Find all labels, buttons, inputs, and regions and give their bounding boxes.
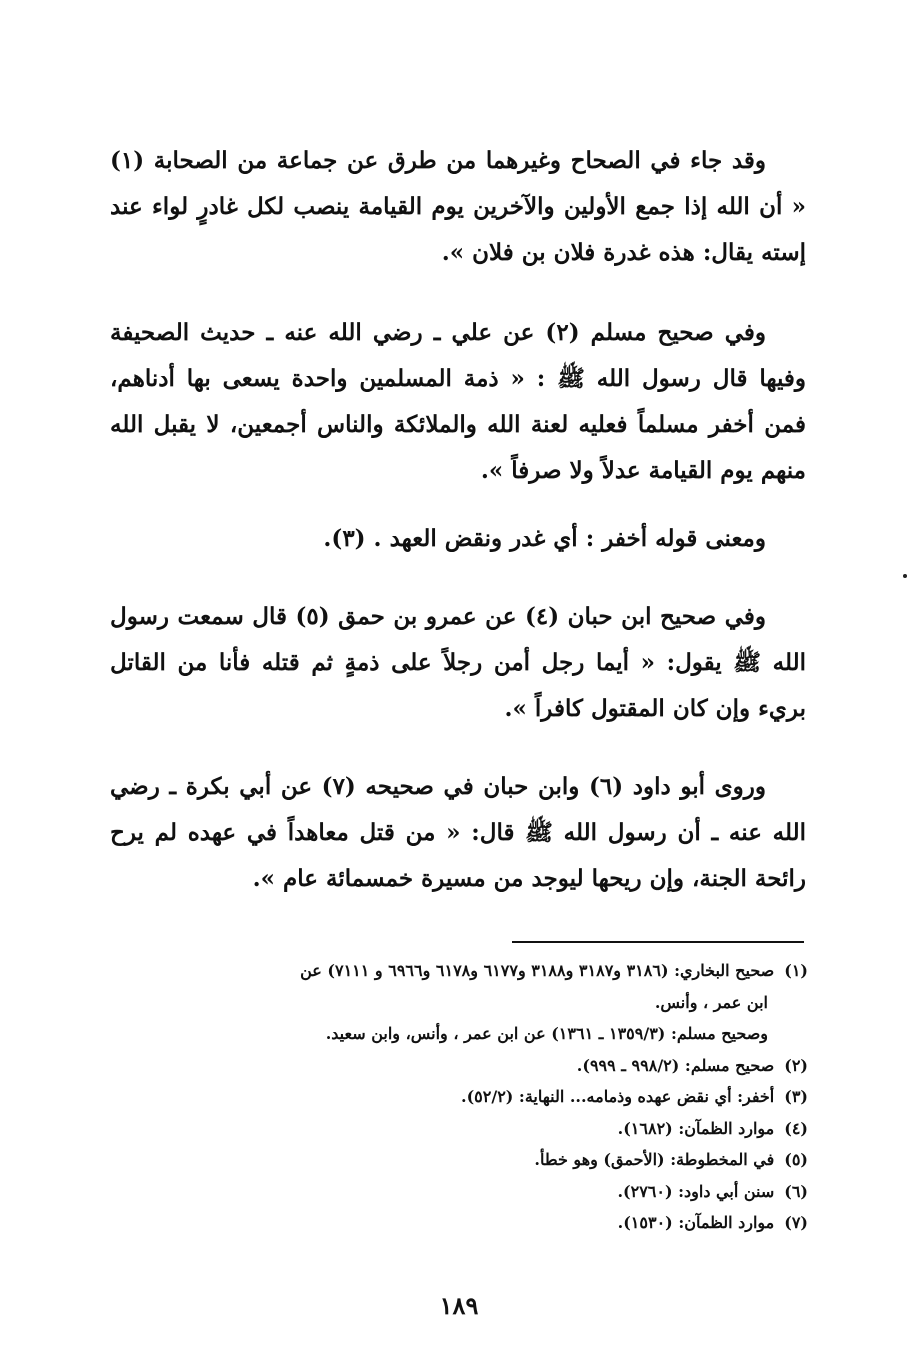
- footnote-number: (٧): [784, 1213, 808, 1232]
- footnote-item: [110, 955, 808, 987]
- footnote-number: (٣): [784, 1087, 808, 1106]
- footnote-number: (٤): [784, 1118, 808, 1138]
- footnote-number: (١): [784, 961, 808, 980]
- paragraph: وفي صحيح ابن حبان (٤) عن عمرو بن حمق (٥) قال سمعت رسول الله ﷺ يقول: « أيما رجل أمن رجلاً على ذمةٍ ثم قتله فأنا من القاتل بريء وإن كان المقتول كافراً ».: [110, 603, 806, 722]
- page-number: ١٨٩: [439, 1291, 479, 1320]
- footnote-number: (٢): [784, 1055, 808, 1075]
- footnote-text: في المخطوطة: (الأحمق) وهو خطأ.: [534, 1150, 775, 1169]
- footnote-divider: [512, 941, 804, 943]
- footnote-text: موارد الظمآن: (١٦٨٢).: [617, 1118, 775, 1138]
- footnote-item: [110, 1081, 808, 1113]
- footnote-item: [110, 1144, 808, 1176]
- footnote-item: [110, 1050, 808, 1082]
- footnote-text: صحيح مسلم: (٩٩٨/٢ ـ ٩٩٩).: [576, 1055, 775, 1075]
- footnote-number: (٥): [784, 1150, 808, 1169]
- paragraph: وقد جاء في الصحاح وغيرهما من طرق عن جماعة من الصحابة (١) « أن الله إذا جمع الأولين والآخرين يوم القيامة ينصب لكل غادرٍ لواء عند إسته يقال: هذه غدرة فلان بن فلان ».: [110, 147, 806, 266]
- footnote-text: موارد الظمآن: (١٥٣٠).: [617, 1213, 775, 1232]
- paragraph: وروى أبو داود (٦) وابن حبان في صحيحه (٧) عن أبي بكرة ـ رضي الله عنه ـ أن رسول الله ﷺ قال: « من قتل معاهداً في عهده لم يرح رائحة الجنة، وإن ريحها ليوجد من مسيرة خمسمائة عام ».: [110, 773, 806, 892]
- footnotes: [110, 955, 808, 1239]
- footnote-item: [110, 987, 808, 1019]
- margin-dot: [903, 574, 907, 578]
- footnote-text: صحيح البخاري: (٣١٨٦ و٣١٨٧ و٣١٨٨ و٦١٧٧ و٦١٧٨ و٦٩٦٦ و ٧١١١) عن: [300, 961, 775, 980]
- paragraph: وفي صحيح مسلم (٢) عن علي ـ رضي الله عنه ـ حديث الصحيفة وفيها قال رسول الله ﷺ : « ذمة المسلمين واحدة يسعى بها أدناهم، فمن أخفر مسلماً فعليه لعنة الله والملائكة والناس أجمعين، لا يقبل الله منهم يوم القيامة عدلاً ولا صرفاً ».: [110, 319, 806, 484]
- footnote-number: (٦): [784, 1181, 808, 1201]
- footnote-text: سنن أبي داود: (٢٧٦٠).: [617, 1181, 775, 1201]
- paragraph: ومعنى قوله أخفر : أي غدر ونقض العهد . (٣).: [323, 525, 766, 552]
- footnote-item: [110, 1018, 808, 1050]
- footnote-text: وصحيح مسلم: (١٣٥٩/٣ ـ ١٣٦١) عن ابن عمر ، وأنس، وابن سعيد.: [325, 1024, 768, 1043]
- footnote-item: [110, 1176, 808, 1208]
- footnote-text: أخفر: أي نقض عهده وذمامه... النهاية: (٥٢/٢).: [461, 1087, 775, 1106]
- footnote-item: [110, 1207, 808, 1239]
- main-text: [110, 138, 806, 902]
- footnote-item: [110, 1113, 808, 1145]
- footnote-text: ابن عمر ، وأنس.: [654, 992, 768, 1012]
